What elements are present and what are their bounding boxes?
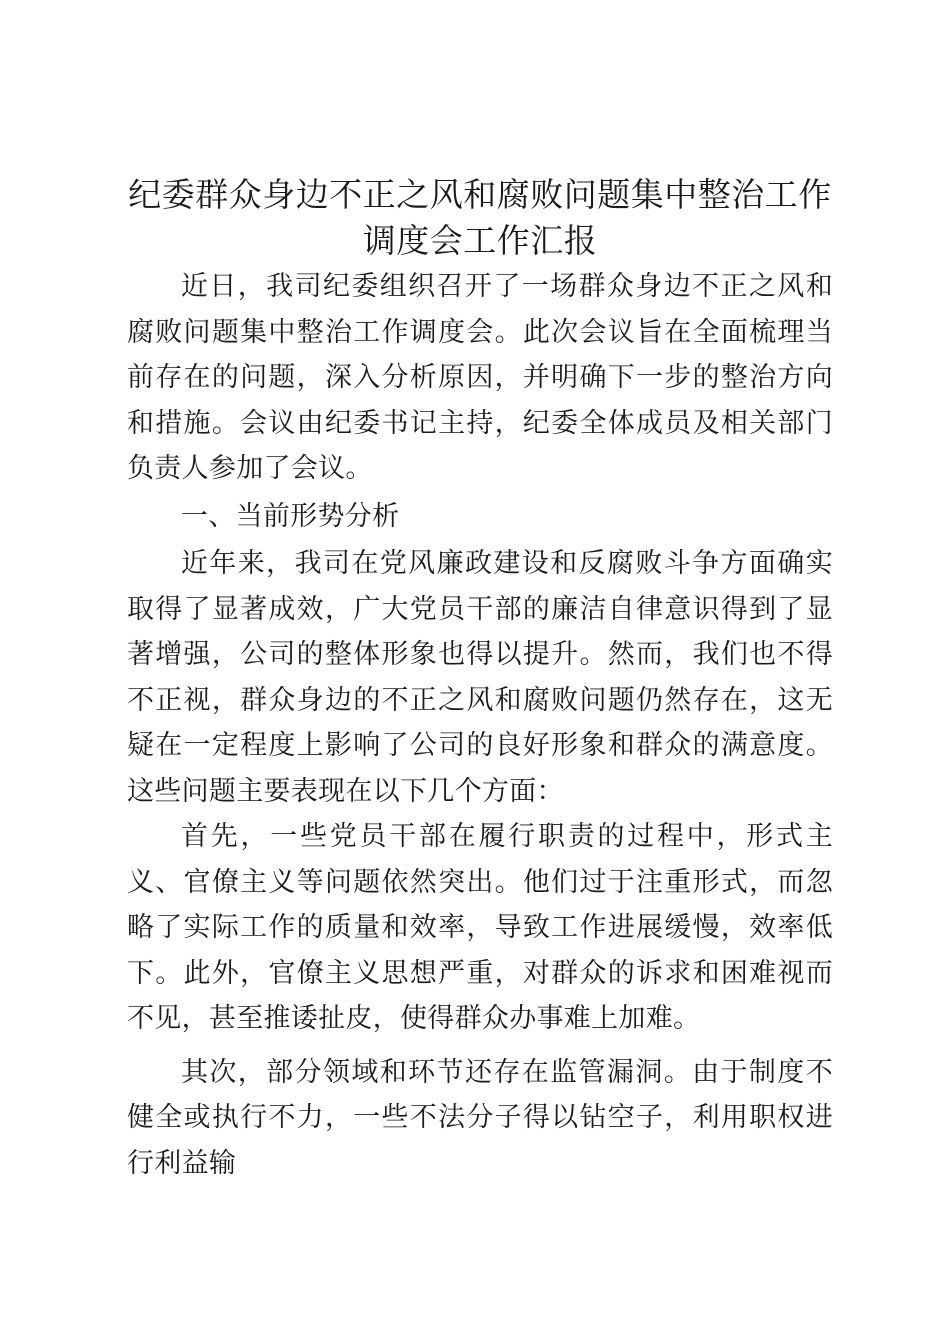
document-title: 纪委群众身边不正之风和腐败问题集中整治工作调度会工作汇报 — [128, 175, 832, 260]
first-issue-paragraph: 首先，一些党员干部在履行职责的过程中，形式主义、官僚主义等问题依然突出。他们过于注重形式，而忽略了实际工作的质量和效率，导致工作进展缓慢，效率低下。此外，官僚主义思想严重，对群众的诉求和困难视而不见，甚至推诿扯皮，使得群众办事难上加难。 — [127, 821, 833, 1034]
situation-paragraph: 近年来，我司在党风廉政建设和反腐败斗争方面确实取得了显著成效，广大党员干部的廉洁自律意识得到了显著增强，公司的整体形象也得以提升。然而，我们也不得不正视，群众身边的不正之风和腐败问题仍然存在，这无疑在一定程度上影响了公司的良好形象和群众的满意度。这些问题主要表现在以下几个方面： — [127, 548, 833, 807]
document-body — [127, 172, 833, 1186]
section-heading: 一、当前形势分析 — [181, 500, 400, 532]
second-issue-paragraph: 其次，部分领域和环节还存在监管漏洞。由于制度不健全或执行不力，一些不法分子得以钻空子，利用职权进行利益输 — [127, 1056, 833, 1179]
intro-paragraph: 近日，我司纪委组织召开了一场群众身边不正之风和腐败问题集中整治工作调度会。此次会议旨在全面梳理当前存在的问题，深入分析原因，并明确下一步的整治方向和措施。会议由纪委书记主持，纪委全体成员及相关部门负责人参加了会议。 — [127, 271, 833, 484]
